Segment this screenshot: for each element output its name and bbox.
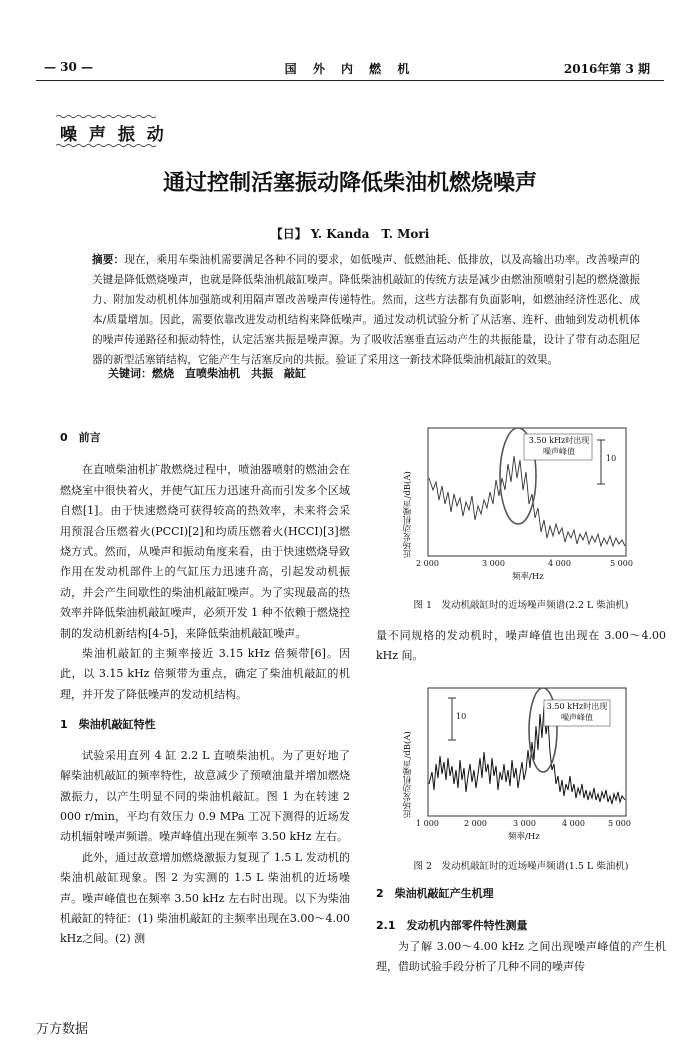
fig2-annotation: 3.50 kHz时出现噪声峰值: [546, 702, 608, 722]
heading-section-2: 2 柴油机敲缸产生机理: [376, 887, 494, 900]
fig2-caption: 图 2 发动机敲缸时的近场噪声频谱(1.5 L 柴油机): [413, 861, 629, 872]
paragraph: 柴油机敲缸的主频率接近 3.15 kHz 倍频带[6]。因此，以 3.15 kHz 倍频带为重点，确定了柴油机敲缸的机理，并开发了降低噪声的发动机结构。: [60, 647, 350, 701]
fig2-xtick: 1 000: [416, 819, 439, 828]
left-column: [60, 428, 350, 950]
paragraph: 此外，通过故意增加燃烧激振力复现了 1.5 L 发动机的柴油机敲缸现象。图 2 为实测的 1.5 L 柴油机的近场噪声。噪声峰值也在频率 3.50 kHz 左右时出现。以下为柴油机敲缸的特征：(1) 柴油机敲缸的主频率出现在3.00～4.00 kHz之间。(2) 测: [60, 850, 350, 946]
fig1-caption: 图 1 发动机敲缸时的近场噪声频谱(2.2 L 柴油机): [413, 600, 629, 611]
fig1-xtick: 3 000: [482, 559, 505, 568]
fig1-scale-label: 10: [606, 454, 617, 463]
heading-section-1: 1 柴油机敲缸特性: [60, 718, 156, 732]
article-title: 通过控制活塞振动降低柴油机燃烧噪声: [162, 171, 537, 196]
section-wave-top: [56, 114, 156, 119]
fig1-spectrum-line: [429, 456, 625, 546]
right-text-1: [376, 626, 666, 667]
page-number: — 30 —: [44, 60, 94, 74]
paragraph: 量不同规格的发动机时，噪声峰值也出现在 3.00～4.00 kHz 间。: [376, 629, 666, 663]
paragraph: 在直喷柴油机扩散燃烧过程中，喷油器喷射的燃油会在燃烧室中很快着火，并使气缸压力迅速升高而引发多个区域自燃[1]。由于快速燃烧可获得较高的热效率，未来将会采用预混合压燃着火(PCCI)[2]和均质压燃着火(HCCI)[3]燃烧方式。然而，从噪声和振动角度来看，由于快速燃烧导致作用在发动机部件上的气缸压力迅速升高，引起发动机振动，并会产生间歇性的柴油机敲缸噪声。为了实现最高的热效率并降低柴油机敲缸噪声，必须开发 1 种不依赖于燃烧控制的发动机新结构[4-5]，来降低柴油机敲缸噪声。: [60, 463, 350, 640]
fig2-xtick: 2 000: [464, 819, 487, 828]
fig1-ylabel: 近场发动机噪声/dB(A): [403, 471, 413, 558]
fig2-scale-label: 10: [456, 712, 467, 721]
paragraph: 试验采用直列 4 缸 2.2 L 直喷柴油机。为了更好地了解柴油机敲缸的频率特性，故意减少了预喷油量并增加燃烧激振力，以产生明显不同的柴油机敲缸。图 1 为在转速 2 000 r/min，平均有效压力 0.9 MPa 工况下测得的近场发动机辐射噪声频谱。噪声峰值出现在频率 3.50 kHz 左右。: [60, 748, 350, 844]
keywords-text: 燃烧 直喷柴油机 共振 敲缸: [152, 367, 306, 380]
fig2-ylabel: 近场发动机噪声/dB(A): [403, 731, 413, 818]
right-text-2: [376, 884, 666, 978]
figure-2: [396, 680, 636, 840]
fig2-xlabel: 频率/Hz: [508, 832, 540, 842]
keywords-label: 关键词：: [108, 367, 152, 380]
section-tag: 噪 声 振 动: [60, 125, 167, 145]
journal-name: 国 外 内 燃 机: [284, 62, 416, 76]
fig1-annotation: 3.50 kHz时出现噪声峰值: [528, 436, 590, 456]
fig1-xtick: 5 000: [610, 559, 633, 568]
heading-section-2-1: 2.1 发动机内部零件特性测量: [376, 919, 528, 933]
abstract: [92, 250, 640, 370]
heading-intro: 0 前言: [60, 431, 101, 444]
section-wave-bottom: [56, 143, 156, 148]
fig1-plot: [396, 420, 636, 580]
fig2-xtick: 5 000: [608, 819, 631, 828]
abstract-label: 摘要：: [92, 254, 125, 266]
issue-label: 2016年第 3 期: [563, 62, 650, 76]
header-rule: [36, 80, 664, 81]
paragraph: 为了解 3.00～4.00 kHz 之间出现噪声峰值的产生机理，借助试验手段分析了几种不同的噪声传: [376, 939, 666, 974]
abstract-text: 现在，乘用车柴油机需要满足各种不同的要求，如低噪声、低燃油耗、低排放，以及高输出功率。改善噪声的关键是降低燃烧噪声，也就是降低柴油机敲缸噪声。降低柴油机敲缸的传统方法是减少由燃油预喷射引起的燃烧激振力、附加发动机机体加强筋或利用隔声罩改善噪声传递特性。然而，这些方法都有负面影响，如燃油经济性恶化、成本/质量增加。因此，需要依靠改进发动机结构来降低噪声。通过发动机试验分析了从活塞、连杆、曲轴到发动机机体的噪声传递路径和振动特性，认定活塞共振是噪声源。为了吸收活塞垂直运动产生的共振能量，设计了带有动态阻尼器的新型活塞销结构，它能产生与活塞反向的共振。验证了采用这一新技术降低柴油机敲缸的效果。: [92, 254, 641, 366]
footer-watermark: 万方数据: [36, 1022, 89, 1037]
figure-1: [396, 420, 636, 580]
authors: 【日】 Y. Kanda T. Mori: [270, 227, 430, 241]
fig1-xtick: 4 000: [548, 559, 571, 568]
keywords: [108, 365, 306, 381]
fig2-xtick: 4 000: [562, 819, 585, 828]
fig1-xtick: 2 000: [416, 559, 439, 568]
fig1-xlabel: 频率/Hz: [512, 572, 544, 582]
fig2-xtick: 3 000: [513, 819, 536, 828]
